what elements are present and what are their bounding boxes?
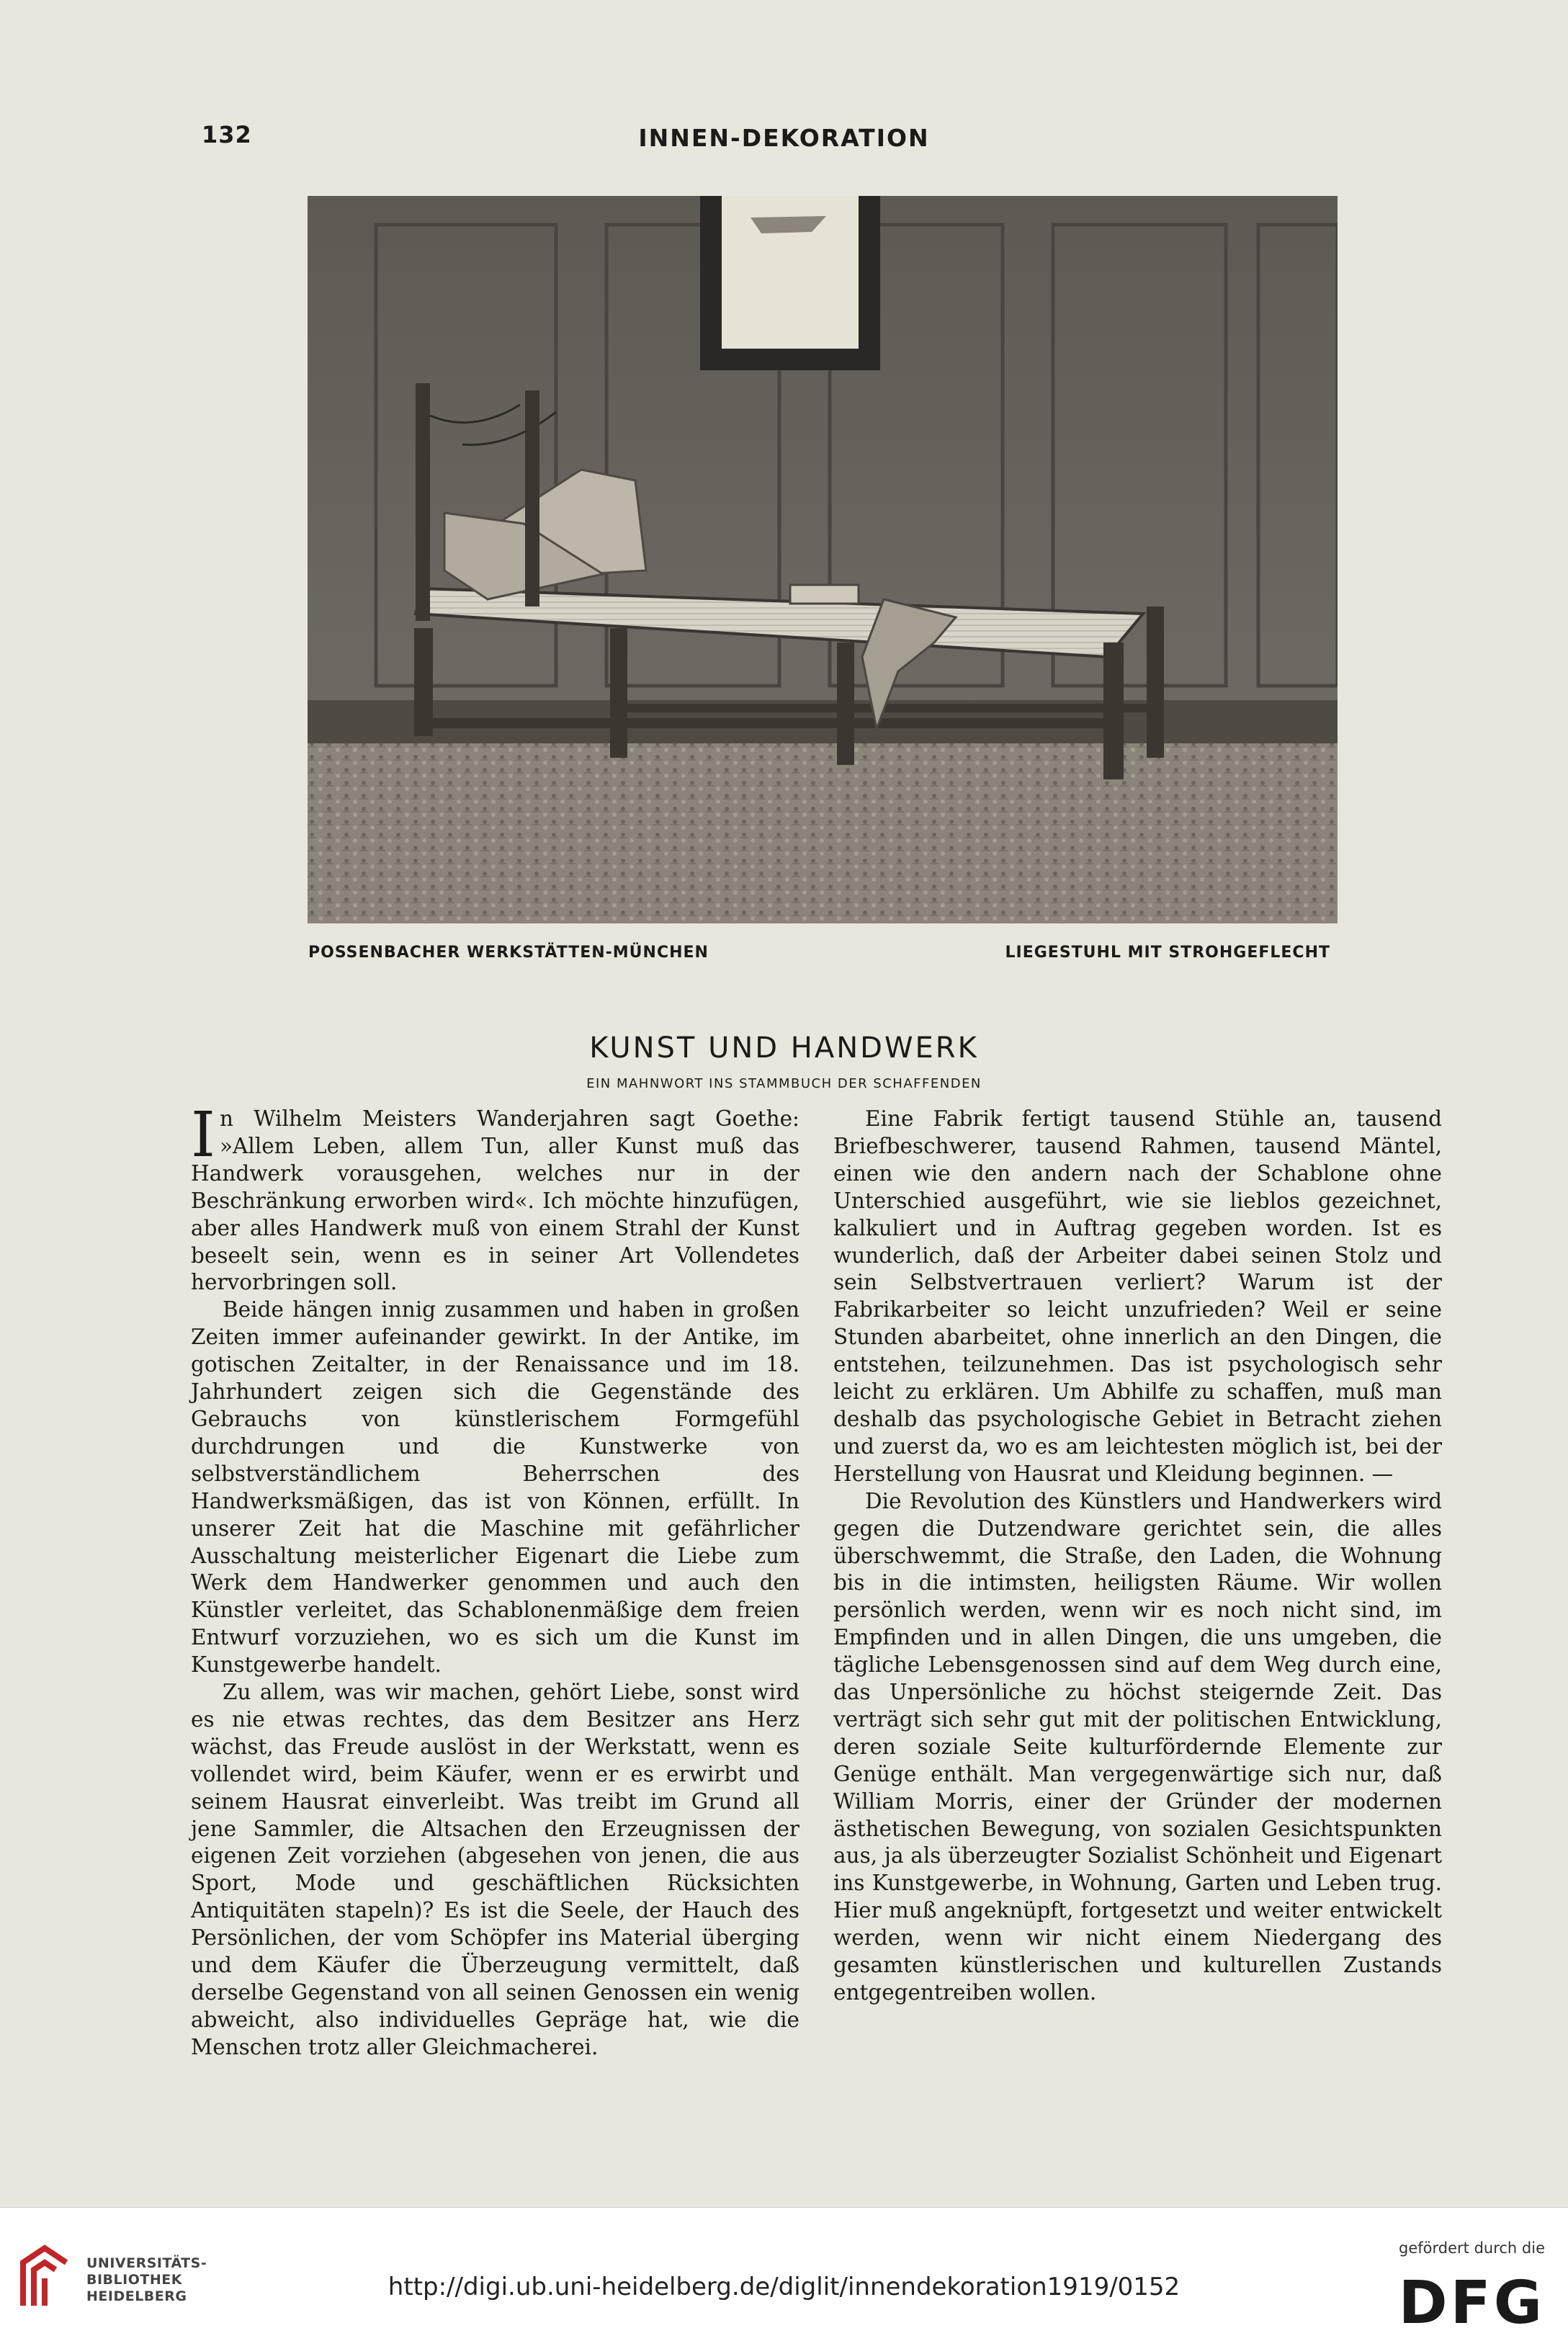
running-head: INNEN-DEKORATION bbox=[638, 124, 930, 152]
footer-bar bbox=[0, 2207, 1568, 2341]
daybed-photo-illustration bbox=[308, 196, 1338, 923]
text-column-right bbox=[833, 1106, 1442, 2007]
article-title: KUNST UND HANDWERK bbox=[589, 1031, 979, 1065]
dfg-logo: DFG bbox=[1398, 2269, 1545, 2337]
library-name: UNIVERSITÄTS- BIBLIOTHEK HEIDELBERG bbox=[86, 2255, 207, 2304]
paragraph: In Wilhelm Meisters Wanderjahren sagt Goethe: »Allem Leben, allem Tun, aller Kunst muß das Handwerk vorausgehen, welches nur in der Beschränkung erworben wird«. Ich möchte hinzufügen, aber alles Handwerk muß von einem Strahl der Kunst beseelt sein, wenn es in seiner Art Vollendetes hervorbringen soll. bbox=[191, 1099, 799, 1295]
photo-daybed bbox=[308, 196, 1338, 923]
paragraph: Die Revolution des Künstlers und Handwerkers wird gegen die Dutzendware gerichtet sein, die alles überschwemmt, die Straße, den Laden, die Wohnung bis in die intimsten, heiligsten Räume. Wir wollen persönlich werden, wenn wir es noch nicht sind, im Empfinden und in allen Dingen, die uns umgeben, die tägliche Lebensgenossen sind auf dem Weg durch eine, das Unpersönliche zu höchst steigernde Zeit. Das verträgt sich sehr gut mit der politischen Entwicklung, deren soziale Seite kulturfördernde Elemente zur Genüge enthält. Man vergegenwärtige sich nur, daß William Morris, einer der Gründer der modernen ästhetischen Bewegung, von sozialen Gesichtspunkten aus, ja als überzeugter Sozialist Schönheit und Eigenart ins Kunstgewerbe, in Wohnung, Garten und Leben trug. Hier muß angeknüpft, fortgesetzt und weiter entwickelt werden, wenn wir nicht einem Niedergang des gesamten künstlerischen und kulturellen Zustands entgegentreiben wollen. bbox=[833, 1488, 1442, 2005]
funding-note: gefördert durch die bbox=[1399, 2239, 1545, 2257]
paragraph: Zu allem, was wir machen, gehört Liebe, sonst wird es nie etwas rechtes, das dem Besitzer ans Herz wächst, das Freude auslöst in der Werkstatt, wenn es vollendet wird, beim Käufer, wenn er es erwirbt und seinem Hausrat einverleibt. Was treibt im Grund all jene Sammler, die Altsachen den Erzeugnissen der eigenen Zeit vorziehen (abgesehen von jenen, die aus Sport, Mode und geschäftlichen Rücksichten Antiquitäten stapeln)? Es ist die Seele, der Hauch des Persönlichen, der vom Schöpfer ins Material überging und dem Käufer die Überzeugung vermittelt, daß derselbe Gegenstand von all seinen Genossen ein wenig abweicht, also individuelles Gepräge hat, wie die Menschen trotz aller Gleichmacherei. bbox=[191, 1680, 799, 2059]
article-subtitle: EIN MAHNWORT INS STAMMBUCH DER SCHAFFENDEN bbox=[586, 1076, 982, 1091]
permalink-url[interactable]: http://digi.ub.uni-heidelberg.de/diglit/innendekoration1919/0152 bbox=[387, 2273, 1181, 2301]
figure-caption-left: POSSENBACHER WERKSTÄTTEN-MÜNCHEN bbox=[308, 944, 709, 962]
paragraph: Beide hängen innig zusammen und haben in großen Zeiten immer aufeinander gewirkt. In der Antike, im gotischen Zeitalter, in der Renaissance und im 18. Jahrhundert zeigen sich die Gegenstände des Gebrauchs von künstlerischem Formgefühl durchdrungen und die Kunstwerke von selbstverständlichem Beherrschen des Handwerksmäßigen, das ist von Können, erfüllt. In unserer Zeit hat die Maschine mit gefährlicher Ausschaltung meisterlicher Eigenart die Liebe zum Werk dem Handwerker genommen und auch den Künstler verleitet, das Schablonenmäßige dem freien Entwurf vorzuziehen, wo es sich um die Kunst im Kunstgewerbe handelt. bbox=[191, 1297, 799, 1678]
text-column-left bbox=[191, 1099, 799, 2062]
page-number: 132 bbox=[202, 121, 252, 148]
paragraph: Eine Fabrik fertigt tausend Stühle an, tausend Briefbeschwerer, tausend Rahmen, tausend Mäntel, einen wie den andern nach der Schablone ohne Unterschied ausgeführt, wie sie lieblos gezeichnet, kalkuliert und in Auftrag gegeben worden. Ist es wunderlich, daß der Arbeiter dabei seinen Stolz und sein Selbstvertrauen verliert? Warum ist der Fabrikarbeiter so leicht unzufrieden? Weil er seine Stunden abarbeitet, ohne innerlich an den Dingen, die entstehen, teilzunehmen. Das ist psychologisch sehr leicht zu erklären. Um Abhilfe zu schaffen, muß man deshalb das psychologische Gebiet in Betracht ziehen und zuerst da, wo es am leichtesten möglich ist, bei der Herstellung von Hausrat und Kleidung beginnen. — bbox=[833, 1106, 1442, 1486]
drop-cap: I bbox=[191, 1099, 215, 1171]
figure-caption-right: LIEGESTUHL MIT STROHGEFLECHT bbox=[1005, 944, 1330, 962]
